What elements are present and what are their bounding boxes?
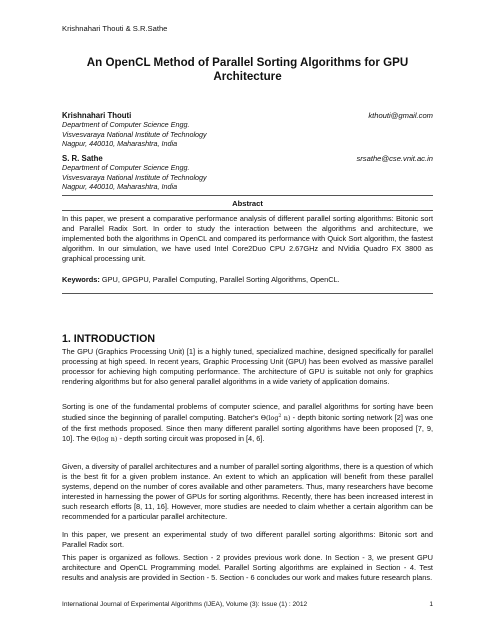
abstract-heading: Abstract <box>232 199 263 208</box>
author-affiliation-line: Visvesvaraya National Institute of Technology <box>62 129 207 139</box>
math-expression: Θ(log n) <box>91 434 118 443</box>
intro-paragraph-3: Given, a diversity of parallel architectures and a number of parallel sorting algorithms, there is a question of which is the best fit for a given problem instance. An extent to which an application will benefit from these parallel systems, depend on the number of cores available and other parameters. Thus, many researchers have become interested in harnessing the power of GPUs for sorting algorithms. Recently, there has been increased interest in such research efforts [8, 11, 16]. However, more studies are needed to claim whether a certain algorithm can be recommended for a particular parallel architecture. <box>62 462 433 521</box>
keywords-text: GPU, GPGPU, Parallel Computing, Parallel Sorting Algorithms, OpenCL. <box>101 275 340 284</box>
running-head: Krishnahari Thouti & S.R.Sathe <box>62 24 168 33</box>
paragraph-text: - depth bitonic sorting network [2] was one of the first methods proposed. Since then many different parallel sorting algorithms have been proposed [7, 9, 10]. The <box>62 413 433 443</box>
keywords-label: Keywords: <box>62 275 100 284</box>
author-affiliation-line: Nagpur, 440010, Maharashtra, India <box>62 182 178 192</box>
intro-paragraph-1: The GPU (Graphics Processing Unit) [1] is a highly tuned, specialized machine, designed specifically for parallel processing at high speed. In recent years, Graphic Processing Unit (GPU) has been evolved as massive parallel processor for achieving high computing performance. The architecture of GPU is suitable not only for graphics rendering algorithms but for also general parallel algorithms in a wide variety of application domains. <box>62 347 433 386</box>
author-block-1 <box>62 111 433 149</box>
author-affiliation-line: Department of Computer Science Engg. <box>62 163 190 173</box>
intro-paragraph-2 <box>62 402 433 445</box>
abstract-text: In this paper, we present a comparative performance analysis of different parallel sorting algorithms: Bitonic sort and Parallel Radix Sort. In order to study the interaction between the algorithms and architecture, we implemented both the algorithms in OpenCL and compared its performance with Quick Sort algorithm, the fastest algorithm. In our simulation, we have used Intel Core2Duo CPU 2.67GHz and NVidia Quadro FX 3800 as graphical processing unit. <box>62 214 433 263</box>
divider-rule <box>62 293 433 294</box>
paragraph-text: Sorting is one of the fundamental problems of computer science, and parallel algorithms for sorting have been studied since the beginning of parallel computing. Batcher's <box>62 402 433 423</box>
divider-rule <box>62 195 433 196</box>
author-email: srsathe@cse.vnit.ac.in <box>356 154 433 163</box>
section-heading: 1. INTRODUCTION <box>62 333 155 345</box>
author-name: Krishnahari Thouti <box>62 111 132 120</box>
author-block-2 <box>62 154 433 192</box>
paragraph-text: - depth sorting circuit was proposed in [4, 6]. <box>119 433 265 443</box>
footer-journal: International Journal of Experimental Algorithms (IJEA), Volume (3): Issue (1) : 2012 <box>62 601 308 608</box>
divider-rule <box>62 210 433 211</box>
math-expression: $\Theta(\log^2$ n) <box>260 413 291 423</box>
intro-paragraph-4: In this paper, we present an experimental study of two different parallel sorting algorithms: Bitonic sort and Parallel Radix sort. <box>62 530 433 549</box>
author-affiliation-line: Department of Computer Science Engg. <box>62 120 190 130</box>
keywords-line <box>62 275 433 285</box>
author-name: S. R. Sathe <box>62 154 103 163</box>
intro-paragraph-5: This paper is organized as follows. Section - 2 provides previous work done. In Section - 3, we present GPU architecture and OpenCL Programming model. Parallel Sorting algorithms are explained in Section - 4. Test results and analysis are provided in Section - 5. Section - 6 concludes our work and makes future research plans. <box>62 553 433 582</box>
author-affiliation-line: Visvesvaraya National Institute of Technology <box>62 172 207 182</box>
author-affiliation-line: Nagpur, 440010, Maharashtra, India <box>62 139 178 149</box>
paper-title: An OpenCL Method of Parallel Sorting Algorithms for GPU Architecture <box>86 56 409 83</box>
page-number: 1 <box>429 601 433 608</box>
page-footer <box>62 601 433 608</box>
author-email: kthouti@gmail.com <box>368 111 433 120</box>
